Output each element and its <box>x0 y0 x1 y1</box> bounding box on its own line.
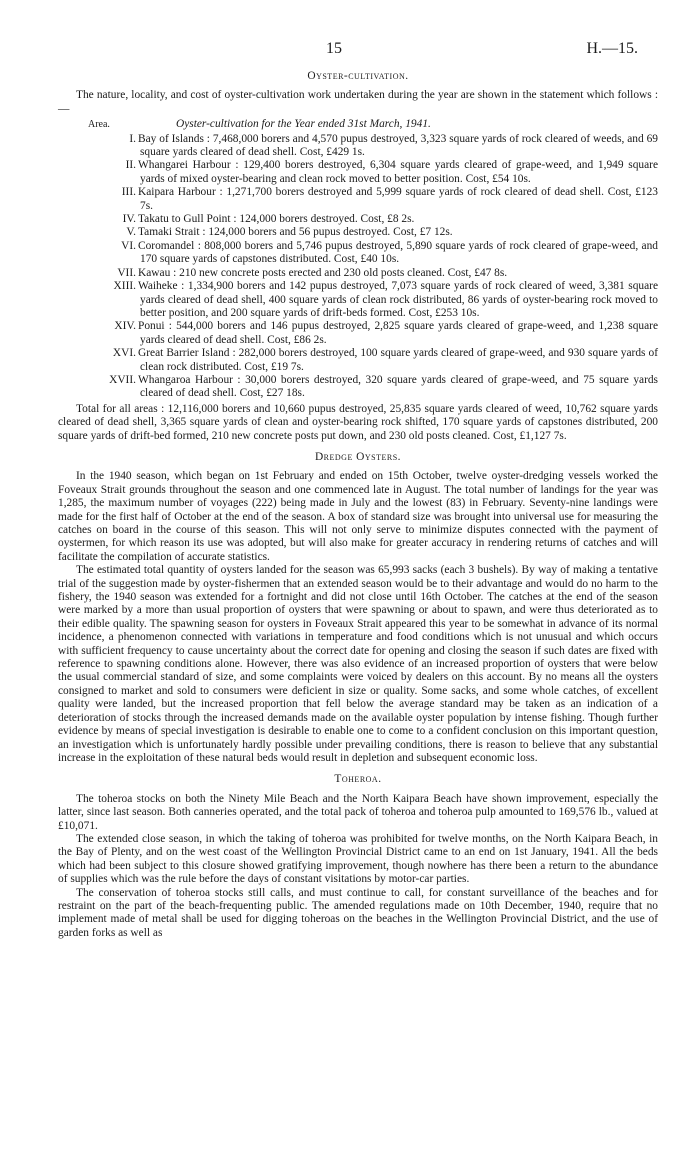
toheroa-paragraph: The conservation of toheroa stocks still calls, and must continue to call, for constant surveillance of the beaches and for restraint on the part of the beach-frequenting public. The amended regulations made on 10th December, 1940, require that no implement made of metal shall be used for digging toheroas on the beaches in the Wellington Provincial District, and the use of garden forks as well as <box>58 886 658 939</box>
area-entry <box>58 186 658 213</box>
area-number: XIV. <box>114 320 136 333</box>
area-column-label: Area. <box>88 119 110 131</box>
section-title-toheroa: Toheroa. <box>334 773 382 786</box>
oyster-total: Total for all areas : 12,116,000 borers and 10,660 pupus destroyed, 25,835 square yards cleared of weed, 10,762 square yards cleared of dead shell, 3,365 square yards of clean and oyster-bearing rock shifted, 170 square yards of capstones distributed, 200 square yards of drift-bed formed, 210 new concrete posts put down, and 230 old posts cleaned. Cost, £1,127 7s. <box>58 402 658 442</box>
area-description: Ponui : 544,000 borers and 146 pupus destroyed, 2,825 square yards cleared of grape-weed, and 1,238 square yards cleared of dead shell. Cost, £86 2s. <box>138 320 658 346</box>
spacer <box>58 443 658 451</box>
dredge-paragraph: In the 1940 season, which began on 1st February and ended on 15th October, twelve oyster-dredging vessels worked the Foveaux Strait grounds throughout the season and one commenced late in August. The total number of landings for the year was 1,285, the maximum number of voyages (222) being made in July and the lowest (83) in February. Seventy-nine landings were made for the first half of October at the end of the season. A box of standard size was brought into universal use for measuring the catches on board in the course of this season. This will not only serve to minimize disputes connected with the payment of oystermen, for which reason its use was adopted, but will also make for greater accuracy in rendering returns of catches and will facilitate the compilation of accurate statistics. <box>58 470 658 563</box>
toheroa-paragraph: The extended close season, in which the taking of toheroa was prohibited for twelve months, on the North Kaipara Beach, in the Bay of Plenty, and on the west coast of the Wellington Provincial District came to an end on 1st January, 1941. All the beds which had been subject to this closure showed gratifying improvement, though nowhere has there been a return to the abundance of supplies which was the rule before the days of constant visitations by motor-car parties. <box>58 832 658 886</box>
area-entry <box>58 267 658 280</box>
areas-container <box>58 133 658 401</box>
area-number: III. <box>121 186 136 199</box>
area-description: Takatu to Gull Point : 124,000 borers destroyed. Cost, £8 2s. <box>138 213 415 226</box>
area-description: Whangarei Harbour : 129,400 borers destroyed, 6,304 square yards cleared of grape-weed, and 1,949 square yards of mixed oyster-bearing and clean rock moved to better position. Cost, £54 10s. <box>138 159 658 185</box>
spacer <box>58 765 658 773</box>
area-description: Whangaroa Harbour : 30,000 borers destroyed, 320 square yards cleared of grape-weed, and 75 square yards cleared of dead shell. Cost, £27 18s. <box>138 373 658 400</box>
area-description: Bay of Islands : 7,468,000 borers and 4,570 pupus destroyed, 3,323 square yards of rock cleared of weeds, and 69 square yards cleared of dead shell. Cost, £429 1s. <box>138 132 658 159</box>
area-description: Kawau : 210 new concrete posts erected and 230 old posts cleaned. Cost, £47 8s. <box>138 266 508 279</box>
area-description: Coromandel : 808,000 borers and 5,746 pupus destroyed, 5,890 square yards of rock cleared of grape-weed, and 170 square yards of capstones distributed. Cost, £40 10s. <box>138 239 658 266</box>
oyster-areas-list <box>58 118 658 401</box>
toheroa-paragraph: The toheroa stocks on both the Ninety Mile Beach and the North Kaipara Beach have shown improvement, especially the latter, since last season. Both canneries operated, and the total pack of toheroa and toheroa pulp amounted to 169,576 lb., valued at £10,071. <box>58 792 658 832</box>
area-number: XIII. <box>113 280 136 293</box>
area-entry <box>58 240 658 267</box>
oyster-intro: The nature, locality, and cost of oyster-cultivation work undertaken during the year are shown in the statement which follows :— <box>58 89 658 115</box>
area-entry <box>58 213 658 226</box>
areas-table-header <box>88 118 658 131</box>
area-entry <box>58 226 658 239</box>
area-entry <box>58 159 658 186</box>
section-title-oyster-cultivation: Oyster-cultivation. <box>307 70 409 82</box>
area-number: VII. <box>117 266 136 279</box>
document-reference: H.—15. <box>586 40 638 57</box>
area-description: Waiheke : 1,334,900 borers and 142 pupus destroyed, 7,073 square yards of rock cleared of weed, 3,381 square yards cleared of dead shell, 400 square yards of clean rock distributed, 86 yards of oyster-bearing rock moved to better position, and 200 square yards of drift-beds formed. Cost, £253 10s. <box>138 280 658 319</box>
area-number: I. <box>129 132 136 145</box>
area-entry <box>58 320 658 347</box>
areas-table-caption: Oyster-cultivation for the Year ended 31st March, 1941. <box>176 118 431 131</box>
area-description: Kaipara Harbour : 1,271,700 borers destroyed and 5,999 square yards of rock cleared of dead shell. Cost, £123 7s. <box>138 186 658 212</box>
area-number: XVI. <box>112 347 136 360</box>
page-header <box>0 40 700 62</box>
area-description: Great Barrier Island : 282,000 borers destroyed, 100 square yards cleared of grape-weed, and 930 square yards of clean rock distributed. Cost, £19 7s. <box>138 347 658 373</box>
page-number: 15 <box>326 40 342 57</box>
page-content <box>58 70 658 940</box>
area-number: V. <box>126 226 136 239</box>
section-title-dredge-oysters: Dredge Oysters. <box>314 450 402 463</box>
area-number: IV. <box>122 213 136 226</box>
area-number: VI. <box>121 239 136 252</box>
area-entry <box>58 133 658 160</box>
area-description: Tamaki Strait : 124,000 borers and 56 pupus destroyed. Cost, £7 12s. <box>138 226 453 239</box>
area-entry <box>58 347 658 374</box>
area-entry <box>58 374 658 401</box>
area-entry <box>58 280 658 320</box>
area-number: XVII. <box>109 373 136 386</box>
dredge-paragraph: The estimated total quantity of oysters landed for the season was 65,993 sacks (each 3 bushels). By way of making a tentative trial of the suggestion made by oyster-fishermen that an extended season would be to their advantage and would do no harm to the fishery, the 1940 season was extended for a fortnight and did not close until 16th October. The catches at the end of the season were marked by a more than usual proportion of oysters that were spawning or about to spawn, and were thus deteriorated as to their edible quality. The spawning season for oysters in Foveaux Strait appeared this year to be somewhat in advance of its normal incidence, a phenomenon connected with variations in temperature and food conditions which is not unusual and which occurs with sufficient frequency to cause uncertainty about the correct date for opening and closing the season if such dates are fixed with reference to spawning conditions alone. However, there was also evidence of an increased proportion of oysters that were below the usual commercial standard of size, and some complaints were voiced by dealers on this account. By no means all the oysters consigned to market and sold to consumers were deficient in size or quality. Some sacks, and some whole catches, of excellent quality were landed, but the increased proportion that fell below the average standard may be taken as an indication of a deterioration of stocks through the increased demands made on the available oyster population by intense fishing. Though further evidence by means of special investigation is desirable to enable one to come to a confident conclusion on this important question, an investigation which is unfortunately hardly possible under prevailing conditions, there is reason to believe that any substantial increase in the exploitation of these natural beds would result in depletion and subsequent economic loss. <box>58 564 658 764</box>
area-number: II. <box>125 159 136 172</box>
